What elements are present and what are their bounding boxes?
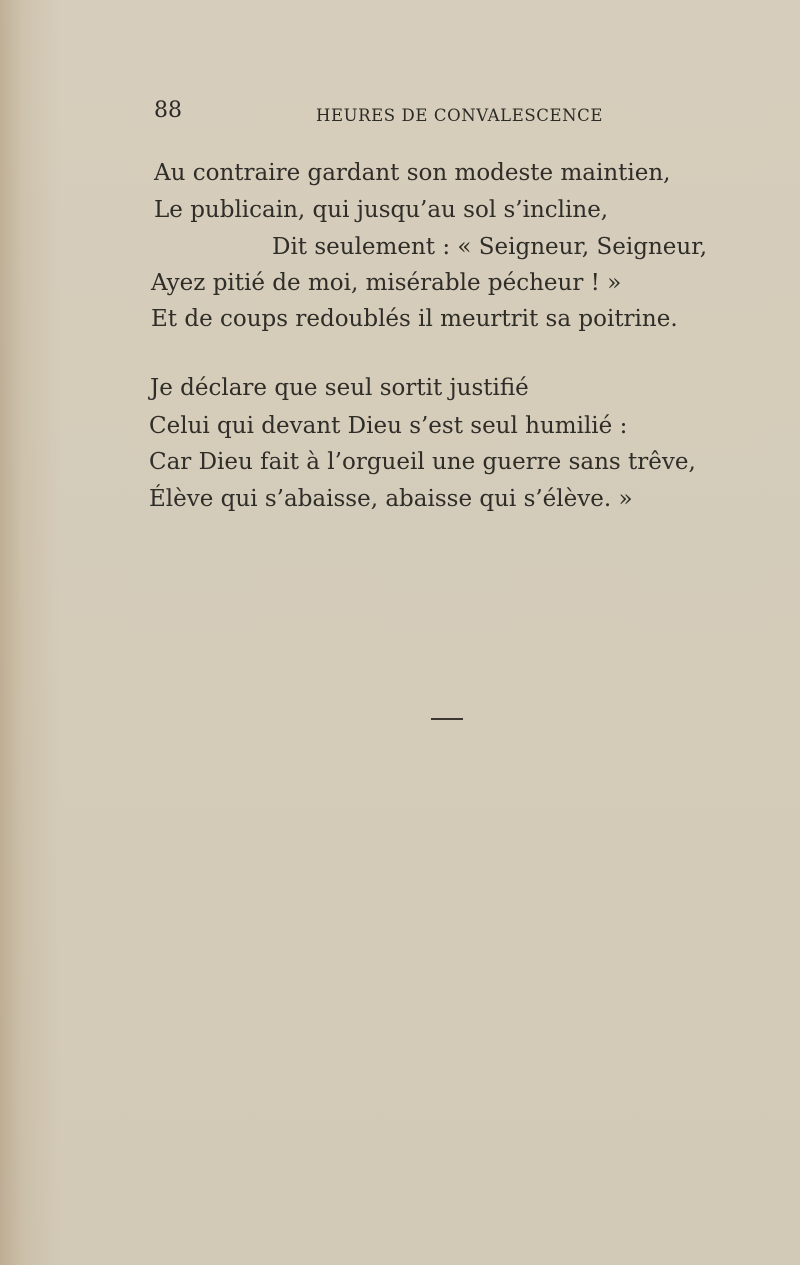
end-rule bbox=[431, 718, 463, 720]
verse-line: Le publicain, qui jusqu’au sol s’incline, bbox=[154, 197, 609, 223]
page-number: 88 bbox=[154, 98, 182, 123]
verse-line: Dit seulement : « Seigneur, Seigneur, bbox=[272, 234, 708, 260]
verse-line: Au contraire gardant son modeste maintien, bbox=[154, 160, 671, 186]
verse-line: Ayez pitié de moi, misérable pécheur ! » bbox=[151, 270, 622, 296]
running-title: HEURES DE CONVALESCENCE bbox=[316, 106, 604, 125]
verse-line: Et de coups redoublés il meurtrit sa poitrine. bbox=[151, 306, 678, 332]
verse-line: Car Dieu fait à l’orgueil une guerre sans trêve, bbox=[149, 449, 696, 475]
verse-line: Celui qui devant Dieu s’est seul humilié : bbox=[149, 413, 628, 439]
verse-line: Je déclare que seul sortit justifié bbox=[150, 375, 529, 401]
verse-line: Élève qui s’abaisse, abaisse qui s’élève. » bbox=[149, 486, 633, 512]
